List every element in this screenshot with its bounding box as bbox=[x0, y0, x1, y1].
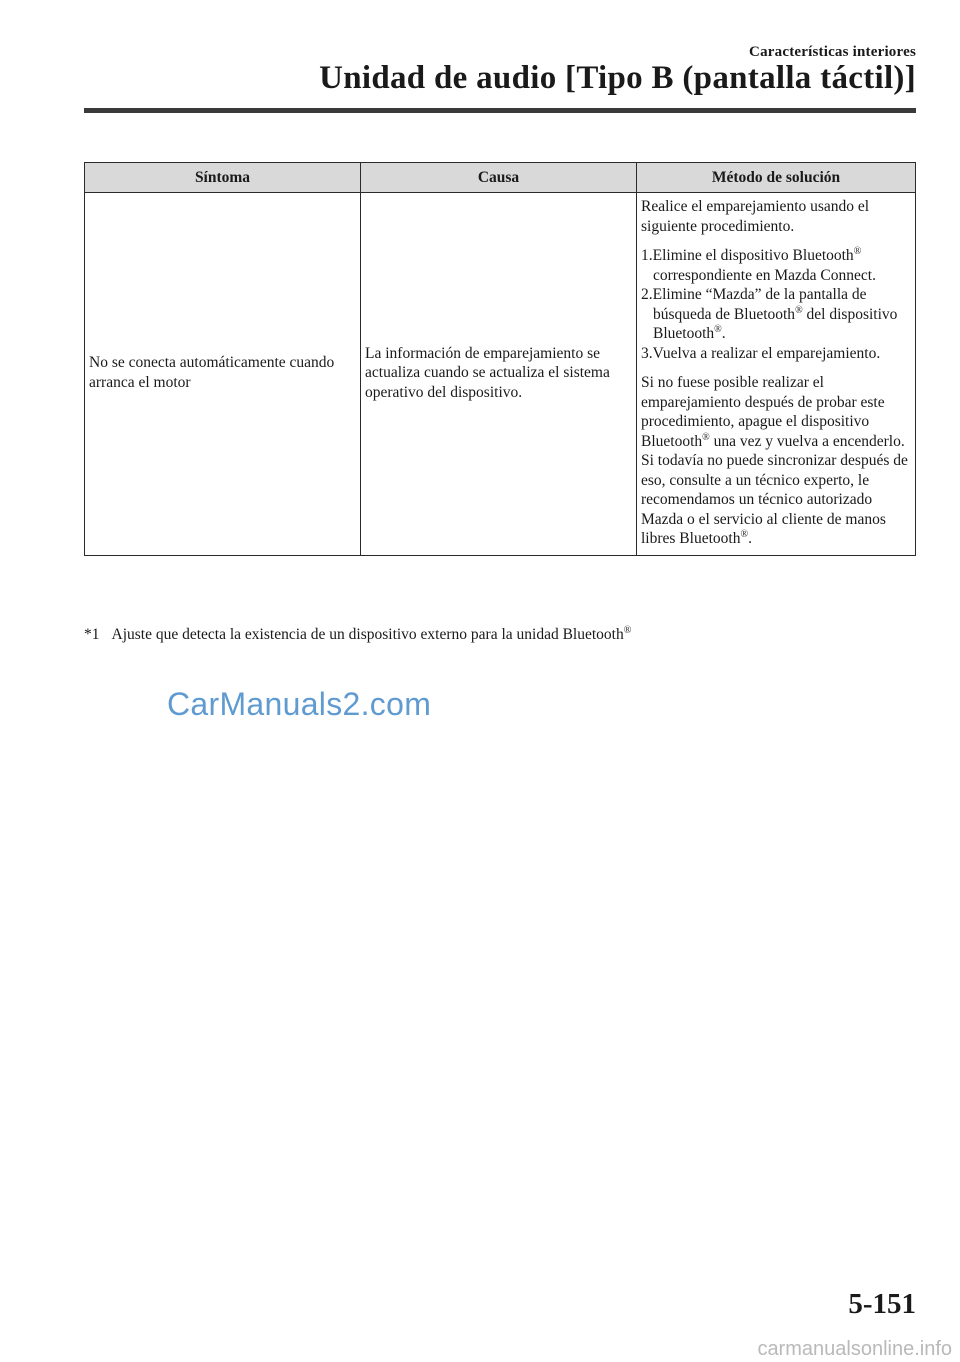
column-header-symptom: Síntoma bbox=[85, 163, 361, 193]
solution-intro: Realice el emparejamiento usando el siguiente procedimiento. bbox=[641, 198, 870, 235]
solution-step: 2.Elimine “Mazda” de la pantalla de búsqueda de Bluetooth® del dispositivo Bluetooth®. bbox=[641, 286, 898, 342]
footer-site-link[interactable]: carmanualsonline.info bbox=[757, 1338, 952, 1360]
page-number: 5-151 bbox=[848, 1288, 916, 1320]
header-rule bbox=[84, 108, 916, 113]
cause-text: La información de emparejamiento se actualiza cuando se actualiza el sistema operativo del dispositivo. bbox=[365, 344, 610, 401]
table-header-row bbox=[85, 163, 916, 193]
column-header-cause: Causa bbox=[361, 163, 637, 193]
symptom-cell bbox=[85, 193, 361, 556]
registered-mark: ® bbox=[623, 624, 632, 636]
solution-cell bbox=[637, 193, 916, 556]
table-row bbox=[85, 193, 916, 556]
solution-step: 1.Elimine el dispositivo Bluetooth® correspondiente en Mazda Connect. bbox=[641, 245, 876, 284]
solution-steps bbox=[641, 246, 911, 363]
troubleshooting-table bbox=[84, 162, 916, 556]
watermark-logo: CarManuals2.com bbox=[167, 686, 432, 722]
page-title: Unidad de audio [Tipo B (pantalla táctil)] bbox=[319, 60, 916, 96]
footnote bbox=[84, 626, 631, 644]
cause-cell bbox=[361, 193, 637, 556]
section-label: Características interiores bbox=[749, 44, 916, 60]
column-header-solution: Método de solución bbox=[637, 163, 916, 193]
solution-closing: Si no fuese posible realizar el emparejamiento después de probar este procedimiento, apague el dispositivo Bluetooth® una vez y vuelva a encenderlo. Si todavía no puede sincronizar después de eso, consulte a un técnico experto, le recomendamos un técnico autorizado Mazda o el servicio al cliente de manos libres Bluetooth®. bbox=[641, 374, 908, 547]
footnote-text: Ajuste que detecta la existencia de un dispositivo externo para la unidad Bluetooth bbox=[111, 626, 624, 643]
symptom-text: No se conecta automáticamente cuando arranca el motor bbox=[89, 354, 335, 391]
solution-step: 3.Vuelva a realizar el emparejamiento. bbox=[641, 344, 881, 362]
footnote-number: *1 bbox=[84, 626, 100, 643]
